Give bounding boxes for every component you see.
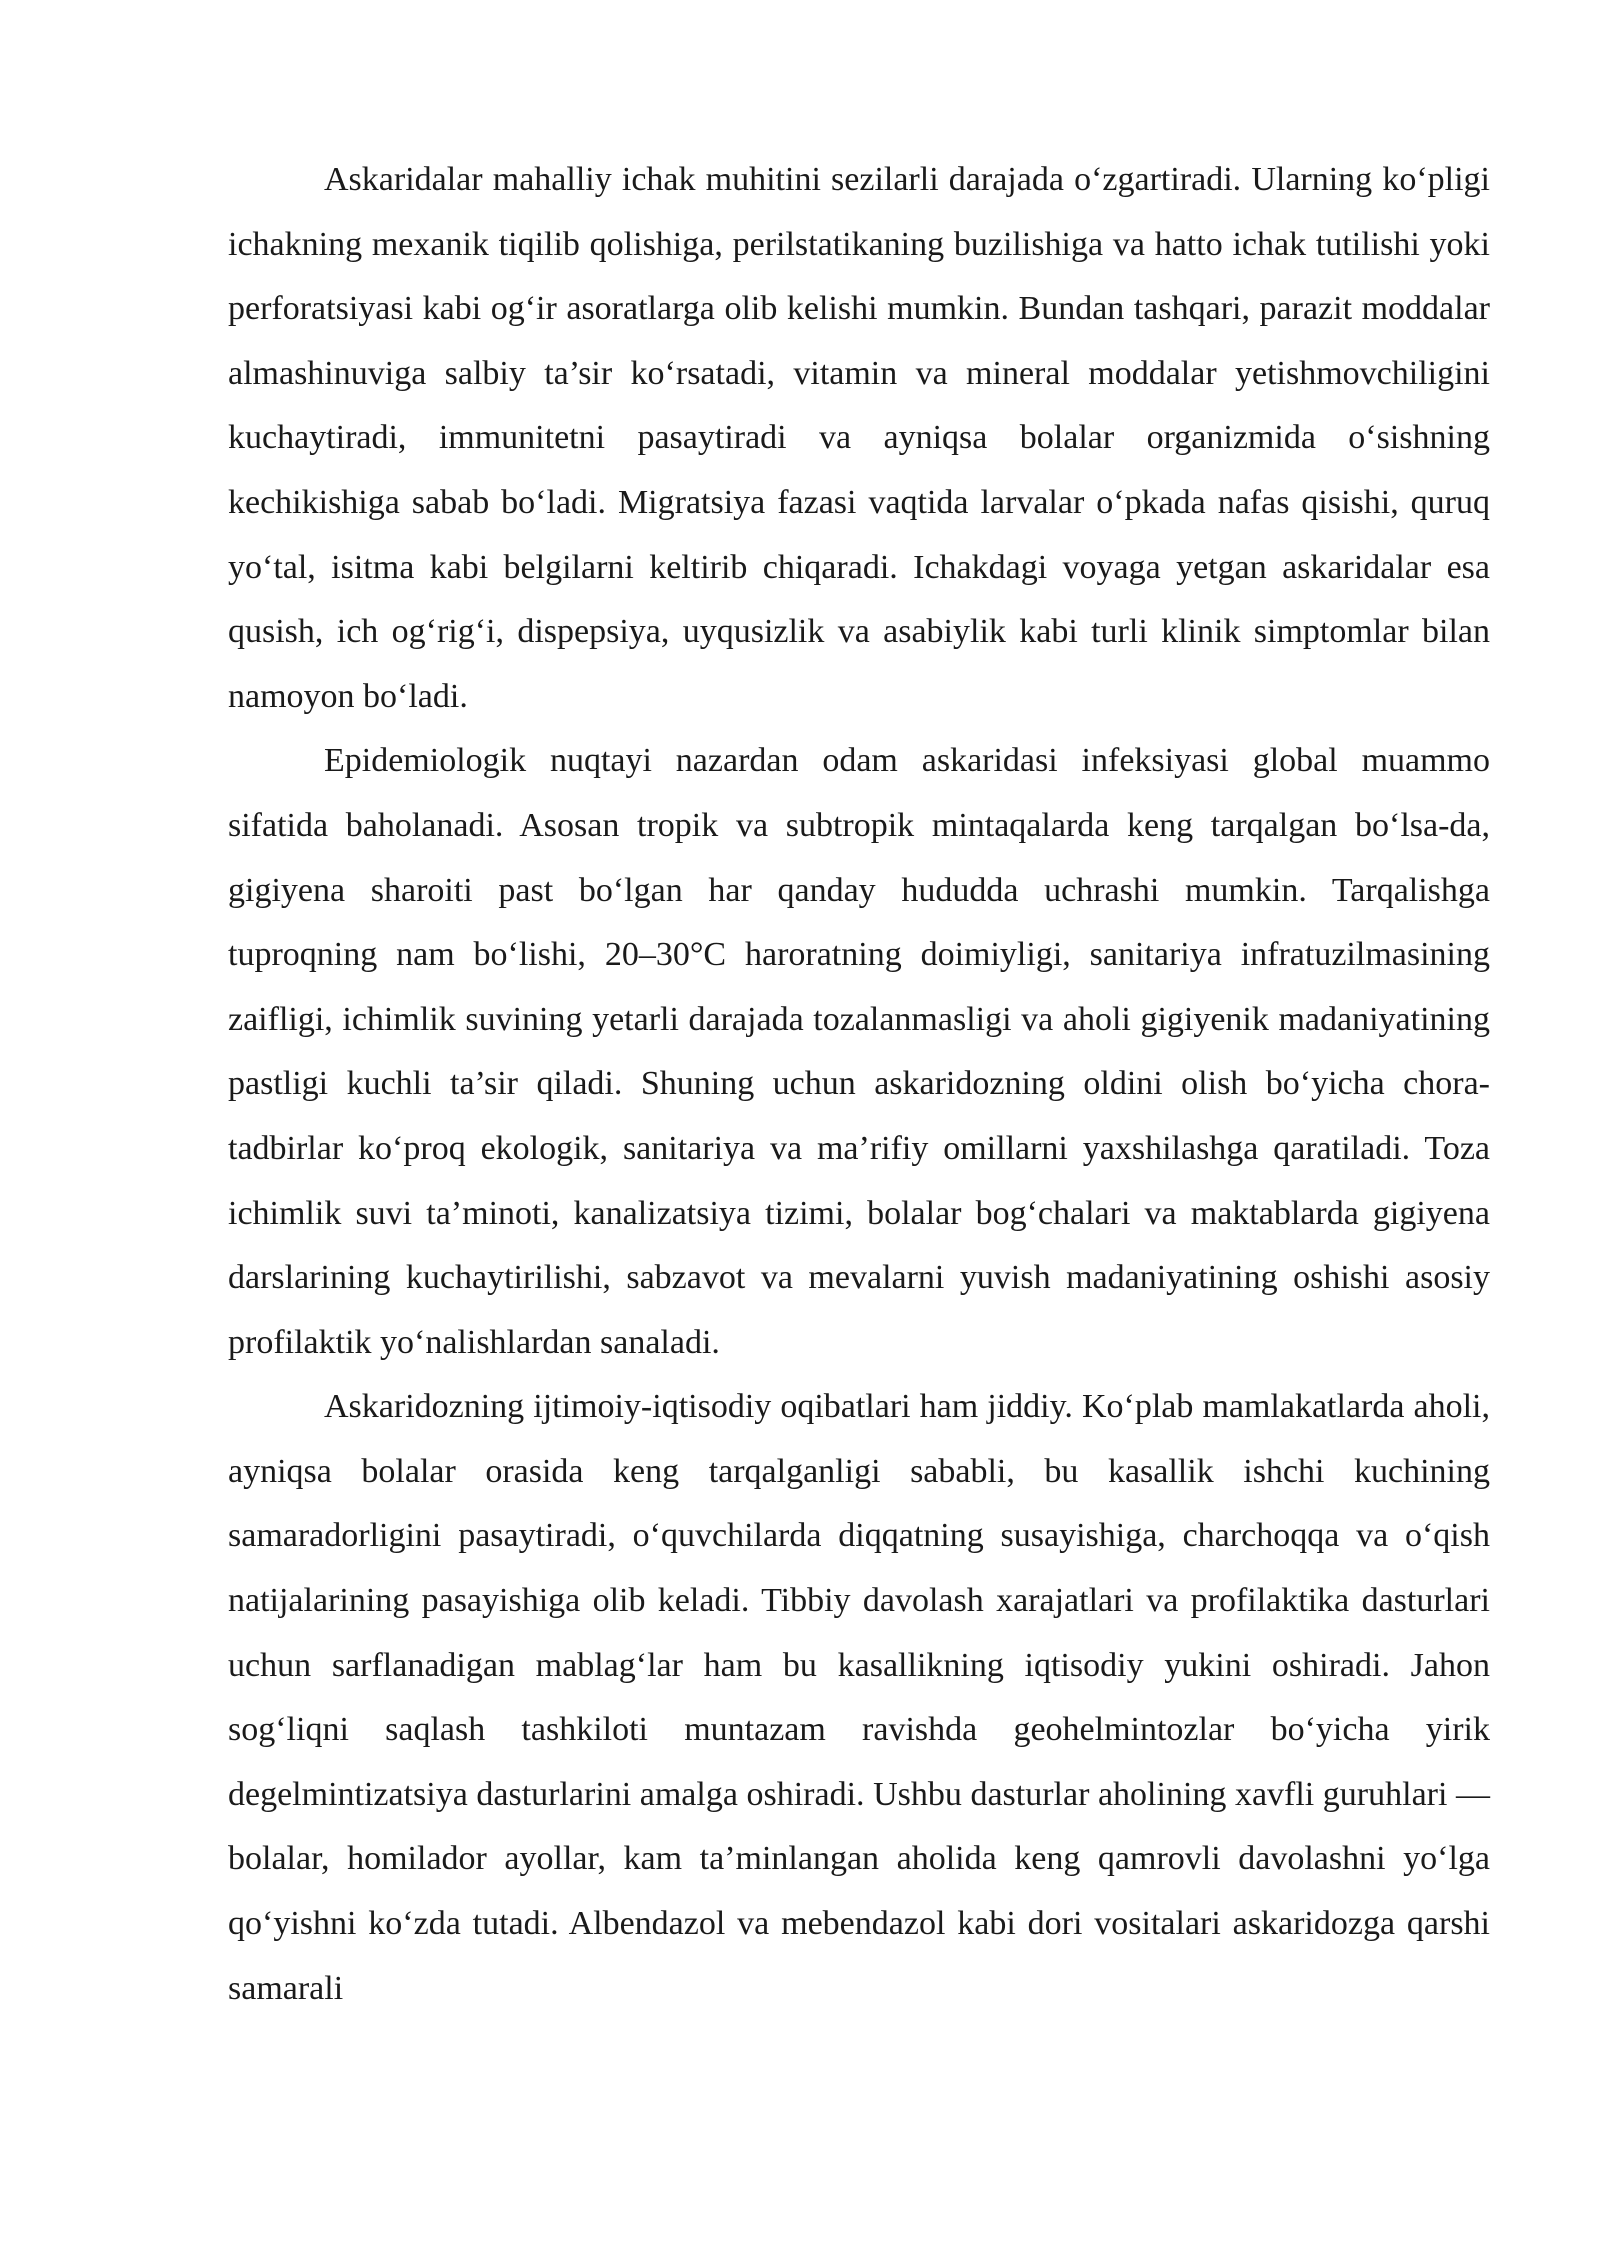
paragraph-epidemiology: Epidemiologik nuqtayi nazardan odam askaridasi infeksiyasi global muammo sifatida baholanadi. Asosan tropik va subtropik mintaqalarda keng tarqalgan bo‘lsa-da, gigiyena sharoiti past bo‘lgan har qanday hududda uchrashi mumkin. Tarqalishga tuproqning nam bo‘lishi, 20–30°C haroratning doimiyligi, sanitariya infratuzilmasining zaifligi, ichimlik suvining yetarli darajada tozalanmasligi va aholi gigiyenik madaniyatining pastligi kuchli ta’sir qiladi. Shuning uchun askaridozning oldini olish bo‘yicha chora-tadbirlar ko‘proq ekologik, sanitariya va ma’rifiy omillarni yaxshilashga qaratiladi. Toza ichimlik suvi ta’minoti, kanalizatsiya tizimi, bolalar bog‘chalari va maktablarda gigiyena darslarining kuchaytirilishi, sabzavot va mevalarni yuvish madaniyatining oshishi asosiy profilaktik yo‘nalishlardan sanaladi. [228,742,1490,1361]
paragraph-ascaris-effects: Askaridalar mahalliy ichak muhitini sezilarli darajada o‘zgartiradi. Ularning ko‘pligi ichakning mexanik tiqilib qolishiga, perilstatikaning buzilishiga va hatto ichak tutilishi yoki perforatsiyasi kabi og‘ir asoratlarga olib kelishi mumkin. Bundan tashqari, parazit moddalar almashinuviga salbiy ta’sir ko‘rsatadi, vitamin va mineral moddalar yetishmovchiligini kuchaytiradi, immunitetni pasaytiradi va ayniqsa bolalar organizmida o‘sishning kechikishiga sabab bo‘ladi. Migratsiya fazasi vaqtida larvalar o‘pkada nafas qisishi, quruq yo‘tal, isitma kabi belgilarni keltirib chiqaradi. Ichakdagi voyaga yetgan askaridalar esa qusish, ich og‘rig‘i, dispepsiya, uyqusizlik va asabiylik kabi turli klinik simptomlar bilan namoyon bo‘ladi. [228,161,1490,715]
paragraph-socioeconomic: Askaridozning ijtimoiy-iqtisodiy oqibatlari ham jiddiy. Ko‘plab mamlakatlarda aholi, ayniqsa bolalar orasida keng tarqalganligi sababli, bu kasallik ishchi kuchining samaradorligini pasaytiradi, o‘quvchilarda diqqatning susayishiga, charchoqqa va o‘qish natijalarining pasayishiga olib keladi. Tibbiy davolash xarajatlari va profilaktika dasturlari uchun sarflanadigan mablag‘lar ham bu kasallikning iqtisodiy yukini oshiradi. Jahon sog‘liqni saqlash tashkiloti muntazam ravishda geohelmintozlar bo‘yicha yirik degelmintizatsiya dasturlarini amalga oshiradi. Ushbu dasturlar aholining xavfli guruhlari — bolalar, homilador ayollar, kam ta’minlangan aholida keng qamrovli davolashni yo‘lga qo‘yishni ko‘zda tutadi. Albendazol va mebendazol kabi dori vositalari askaridozga qarshi samarali [228,1388,1490,2007]
document-body [228,148,1490,2021]
